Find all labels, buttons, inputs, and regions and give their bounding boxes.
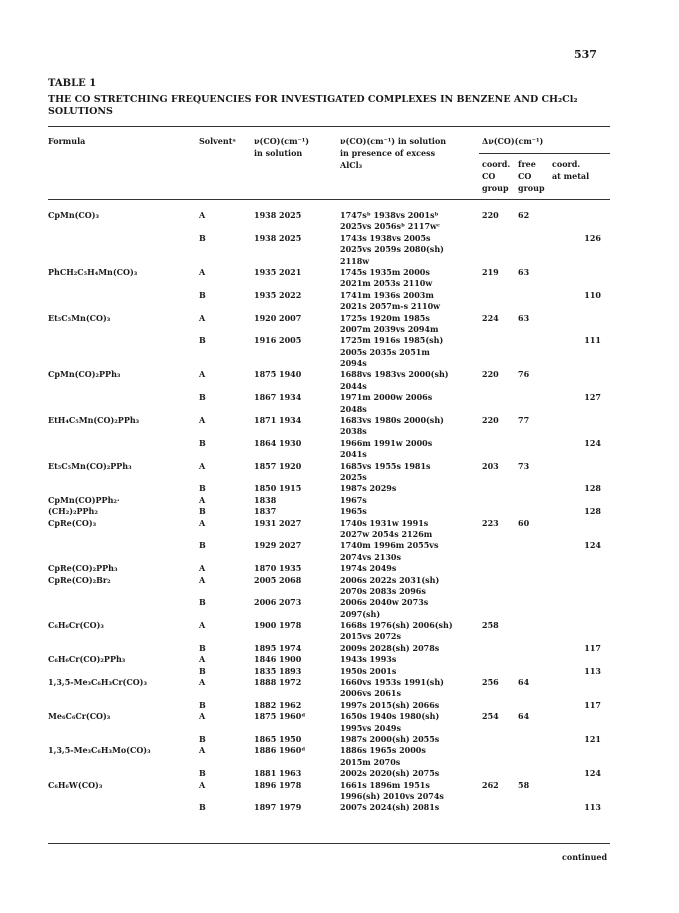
cell-formula: PhCH₂C₅H₄Mn(CO)₃ [48,266,138,277]
header-free-co [518,158,545,194]
cell-solvent: A [199,745,206,756]
continued-note: continued [562,852,608,862]
cell-nu-solution: 1935 2022 [254,289,302,300]
cell-coord-metal: 121 [584,733,601,744]
table-row [0,711,679,722]
cell-formula: EtH₄C₅Mn(CO)₂PPh₃ [48,415,140,426]
cell-nu-solution: 1897 1979 [254,802,302,813]
header-coord-co-line1: coord. [482,159,511,169]
cell-solvent: B [199,392,206,403]
cell-solvent: A [199,312,206,323]
header-solvent: Solventᵃ [199,136,237,146]
cell-free-co: 60 [518,517,530,528]
cell-nu-solution: 1916 2005 [254,335,302,346]
table-label: TABLE 1 [48,78,97,89]
cell-coord-metal: 124 [584,768,601,779]
cell-coord-co: 203 [482,460,499,471]
cell-nu-alcl3: 2044s [340,380,367,391]
cell-solvent: B [199,733,206,744]
table-row [0,506,679,517]
table-row [0,415,679,426]
table-row [0,472,679,483]
cell-nu-alcl3: 1950s 2001s [340,665,397,676]
cell-nu-alcl3: 1660vs 1953s 1991(sh) [340,677,444,688]
cell-nu-alcl3: 2006vs 2061s [340,688,401,699]
cell-formula: C₆H₆W(CO)₃ [48,779,103,790]
cell-nu-alcl3: 2005s 2035s 2051m [340,346,430,357]
cell-nu-solution: 1920 2007 [254,312,302,323]
cell-nu-alcl3: 1987s 2000(sh) 2055s [340,733,440,744]
table-caption: THE CO STRETCHING FREQUENCIES FOR INVESTIGATED COMPLEXES IN BENZENE AND CH₂Cl₂ SOLUTIONS [48,94,578,117]
cell-formula: CpMn(CO)₂PPh₃ [48,369,121,380]
cell-nu-solution: 1870 1935 [254,563,302,574]
cell-solvent: A [199,563,206,574]
header-nu-solution-line1: ν(CO)(cm⁻¹) [254,136,310,146]
table-row [0,392,679,403]
cell-solvent: B [199,506,206,517]
cell-nu-alcl3: 2015vs 2072s [340,631,401,642]
cell-nu-solution: 1857 1920 [254,460,302,471]
table-row [0,518,679,529]
cell-solvent: B [199,437,206,448]
cell-nu-alcl3: 1997s 2015(sh) 2066s [340,699,440,710]
cell-coord-metal: 110 [584,289,601,300]
cell-nu-alcl3: 2006s 2040w 2073s [340,597,429,608]
table-row [0,723,679,734]
header-coord-co-line3: group [482,183,509,193]
table-row [0,358,679,369]
cell-coord-metal: 117 [584,699,601,710]
table-row [0,438,679,449]
table-row [0,529,679,540]
cell-formula: C₆H₆Cr(CO)₂PPh₃ [48,654,126,665]
cell-nu-solution: 1881 1963 [254,768,302,779]
table-row [0,233,679,244]
table-row [0,404,679,415]
cell-coord-metal: 126 [584,232,601,243]
header-coord-metal-line2: at metal [552,171,590,181]
cell-formula: Et₅C₅Mn(CO)₂PPh₃ [48,460,132,471]
cell-nu-alcl3: 2007s 2024(sh) 2081s [340,802,440,813]
cell-nu-solution: 1837 [254,506,277,517]
cell-formula: (CH₂)₂PPh₂ [48,506,98,517]
cell-nu-solution: 1882 1962 [254,699,302,710]
table-row [0,700,679,711]
cell-solvent: A [199,460,206,471]
cell-nu-solution: 1895 1974 [254,642,302,653]
cell-coord-metal: 117 [584,642,601,653]
cell-nu-solution: 1896 1978 [254,779,302,790]
cell-nu-alcl3: 1967s [340,494,367,505]
table-row [0,563,679,574]
cell-nu-alcl3: 2097(sh) [340,608,381,619]
table-row [0,586,679,597]
cell-nu-solution: 1850 1915 [254,483,302,494]
cell-formula: CpMn(CO)₃ [48,210,100,220]
table-row [0,540,679,551]
cell-nu-alcl3: 2015m 2070s [340,756,401,767]
cell-nu-solution: 1864 1930 [254,437,302,448]
cell-nu-alcl3: 1685vs 1955s 1981s [340,460,431,471]
cell-solvent: A [199,654,206,665]
cell-nu-alcl3: 1965s [340,506,367,517]
cell-nu-alcl3: 1725m 1916s 1985(sh) [340,335,444,346]
cell-nu-solution: 1865 1950 [254,733,302,744]
cell-solvent: A [199,494,206,505]
header-coord-metal [552,158,589,182]
cell-nu-alcl3: 2038s [340,426,367,437]
cell-nu-solution: 1835 1893 [254,665,302,676]
cell-nu-alcl3: 1996(sh) 2010vs 2074s [340,790,444,801]
table-row [0,278,679,289]
cell-free-co: 63 [518,312,530,323]
table-row [0,267,679,278]
cell-nu-solution: 1875 1940 [254,369,302,380]
cell-nu-solution: 1938 2025 [254,232,302,243]
cell-nu-alcl3: 1743s 1938vs 2005s [340,232,431,243]
cell-free-co: 73 [518,460,530,471]
cell-nu-alcl3: 1741m 1936s 2003m [340,289,434,300]
cell-nu-alcl3: 1725s 1920m 1985s [340,312,430,323]
table-bottom-rule [48,843,610,844]
cell-nu-alcl3: 1987s 2029s [340,483,397,494]
cell-nu-alcl3: 1974s 2049s [340,563,397,574]
cell-formula: Me₆C₆Cr(CO)₃ [48,711,111,722]
header-nu-alcl3 [340,135,446,171]
cell-coord-metal: 113 [584,802,601,813]
cell-coord-co: 262 [482,779,499,790]
header-free-co-line2: CO [518,171,532,181]
cell-formula: Et₅C₅Mn(CO)₃ [48,312,111,323]
cell-free-co: 64 [518,677,530,688]
table-row [0,449,679,460]
cell-solvent: A [199,574,206,585]
cell-nu-alcl3: 2074vs 2130s [340,551,401,562]
table-row [0,791,679,802]
cell-nu-alcl3: 2021m 2053s 2110w [340,278,433,289]
table-row [0,802,679,813]
table-row [0,256,679,267]
table-row [0,426,679,437]
table-row [0,369,679,380]
cell-coord-co: 220 [482,369,499,380]
cell-nu-alcl3: 2048s [340,403,367,414]
cell-nu-alcl3: 2027w 2054s 2126m [340,528,433,539]
cell-solvent: A [199,517,206,528]
cell-nu-solution: 1900 1978 [254,620,302,631]
cell-solvent: B [199,802,206,813]
table-row [0,347,679,358]
cell-formula: 1,3,5-Me₃C₆H₃Mo(CO)₃ [48,745,151,756]
cell-nu-alcl3: 2041s [340,449,367,460]
header-free-co-line3: group [518,183,545,193]
cell-nu-alcl3: 2009s 2028(sh) 2078s [340,642,440,653]
cell-nu-alcl3: 1886s 1965s 2000s [340,745,426,756]
cell-coord-metal: 128 [584,506,601,517]
cell-formula: CpMn(CO)PPh₂· [48,494,120,505]
cell-nu-alcl3: 1740s 1931w 1991s [340,517,429,528]
header-coord-co [482,158,510,194]
table-row [0,677,679,688]
cell-nu-solution: 1886 1960ᵈ [254,745,306,756]
cell-solvent: B [199,699,206,710]
cell-nu-solution: 2006 2073 [254,597,302,608]
cell-nu-alcl3: 2025vs 2056sᵇ 2117wᶜ [340,221,441,232]
cell-free-co: 76 [518,369,530,380]
cell-coord-metal: 124 [584,540,601,551]
cell-nu-alcl3: 2118w [340,255,370,266]
cell-free-co: 64 [518,711,530,722]
cell-solvent: B [199,483,206,494]
table-row [0,552,679,563]
table-row [0,483,679,494]
header-nu-alcl3-line3: AlCl₃ [340,160,363,170]
cell-nu-alcl3: 2006s 2022s 2031(sh) [340,574,440,585]
table-row [0,461,679,472]
cell-solvent: A [199,779,206,790]
cell-solvent: B [199,232,206,243]
cell-formula: 1,3,5-Me₃C₆H₃Cr(CO)₃ [48,677,147,688]
cell-coord-co: 254 [482,711,499,722]
cell-nu-alcl3: 1668s 1976(sh) 2006(sh) [340,620,453,631]
cell-solvent: B [199,665,206,676]
cell-nu-alcl3: 1740m 1996m 2055vs [340,540,439,551]
cell-solvent: B [199,335,206,346]
table-row [0,620,679,631]
cell-nu-solution: 1875 1960ᵈ [254,711,306,722]
table-row [0,324,679,335]
header-free-co-line1: free [518,159,536,169]
page-number: 537 [574,48,597,61]
table-row [0,210,679,221]
cell-nu-solution: 1888 1972 [254,677,302,688]
header-coord-co-line2: CO [482,171,496,181]
header-delta: Δν(CO)(cm⁻¹) [482,136,544,146]
header-delta-rule [479,153,610,154]
cell-solvent: B [199,289,206,300]
cell-coord-co: 256 [482,677,499,688]
cell-solvent: B [199,642,206,653]
cell-solvent: B [199,768,206,779]
cell-coord-co: 220 [482,210,499,220]
table-row [0,609,679,620]
cell-coord-metal: 124 [584,437,601,448]
header-nu-solution [254,135,309,159]
table-row [0,780,679,791]
table-row [0,313,679,324]
header-nu-solution-line2: in solution [254,148,303,158]
cell-nu-alcl3: 1688vs 1983vs 2000(sh) [340,369,449,380]
cell-solvent: A [199,677,206,688]
cell-nu-solution: 1929 2027 [254,540,302,551]
cell-nu-solution: 1838 [254,494,277,505]
table-row [0,575,679,586]
cell-nu-alcl3: 1650s 1940s 1980(sh) [340,711,440,722]
cell-free-co: 63 [518,266,530,277]
table-row [0,631,679,642]
cell-nu-alcl3: 1995vs 2049s [340,722,401,733]
table-row [0,734,679,745]
table-header-rule [48,199,610,200]
cell-nu-solution: 1935 2021 [254,266,302,277]
cell-coord-co: 223 [482,517,499,528]
cell-coord-co: 219 [482,266,499,277]
table-row [0,654,679,665]
cell-formula: CpRe(CO)₃ [48,517,97,528]
header-nu-alcl3-line1: ν(CO)(cm⁻¹) in solution [340,136,447,146]
cell-solvent: A [199,711,206,722]
cell-free-co: 58 [518,779,530,790]
cell-nu-alcl3: 1683vs 1980s 2000(sh) [340,415,444,426]
cell-coord-metal: 127 [584,392,601,403]
table-row [0,688,679,699]
cell-nu-solution: 1931 2027 [254,517,302,528]
cell-nu-alcl3: 2002s 2020(sh) 2075s [340,768,440,779]
cell-solvent: A [199,266,206,277]
cell-free-co: 77 [518,415,530,426]
table-row [0,495,679,506]
table-top-rule [48,126,610,127]
cell-formula: CpRe(CO)₂PPh₃ [48,563,118,574]
cell-solvent: A [199,415,206,426]
cell-nu-solution: 1867 1934 [254,392,302,403]
header-nu-alcl3-line2: in presence of excess [340,148,436,158]
cell-coord-metal: 111 [584,335,601,346]
table-body [0,210,679,814]
table-row [0,301,679,312]
cell-nu-alcl3: 2070s 2083s 2096s [340,585,426,596]
cell-coord-co: 258 [482,620,499,631]
table-row [0,244,679,255]
cell-nu-solution: 1846 1900 [254,654,302,665]
table-row [0,757,679,768]
table-row [0,381,679,392]
table-row [0,335,679,346]
cell-nu-alcl3: 1661s 1896m 1951s [340,779,430,790]
table-row [0,768,679,779]
table-row [0,666,679,677]
cell-formula: C₆H₆Cr(CO)₃ [48,620,104,631]
cell-nu-alcl3: 2025vs 2059s 2080(sh) [340,244,444,255]
cell-nu-alcl3: 1747sᵇ 1938vs 2001sᵇ [340,210,439,220]
table-row [0,643,679,654]
cell-nu-alcl3: 2007m 2039vs 2094m [340,323,439,334]
cell-coord-metal: 113 [584,665,601,676]
cell-nu-solution: 1938 2025 [254,210,302,220]
table-row [0,597,679,608]
cell-nu-alcl3: 1943s 1993s [340,654,397,665]
cell-nu-alcl3: 2021s 2057m-s 2110w [340,301,441,312]
cell-formula: CpRe(CO)₂Br₂ [48,574,111,585]
cell-nu-alcl3: 1966m 1991w 2000s [340,437,433,448]
header-coord-metal-line1: coord. [552,159,581,169]
cell-solvent: A [199,210,206,220]
cell-coord-metal: 128 [584,483,601,494]
header-formula: Formula [48,136,86,146]
cell-solvent: A [199,369,206,380]
cell-nu-alcl3: 2025s [340,471,367,482]
cell-solvent: B [199,540,206,551]
cell-solvent: A [199,620,206,631]
cell-nu-alcl3: 2094s [340,358,367,369]
cell-nu-solution: 2005 2068 [254,574,302,585]
cell-coord-co: 220 [482,415,499,426]
cell-nu-alcl3: 1745s 1935m 2000s [340,266,430,277]
cell-nu-solution: 1871 1934 [254,415,302,426]
cell-free-co: 62 [518,210,530,220]
table-row [0,221,679,232]
table-row [0,745,679,756]
cell-solvent: B [199,597,206,608]
cell-nu-alcl3: 1971m 2000w 2006s [340,392,433,403]
table-row [0,290,679,301]
cell-coord-co: 224 [482,312,499,323]
